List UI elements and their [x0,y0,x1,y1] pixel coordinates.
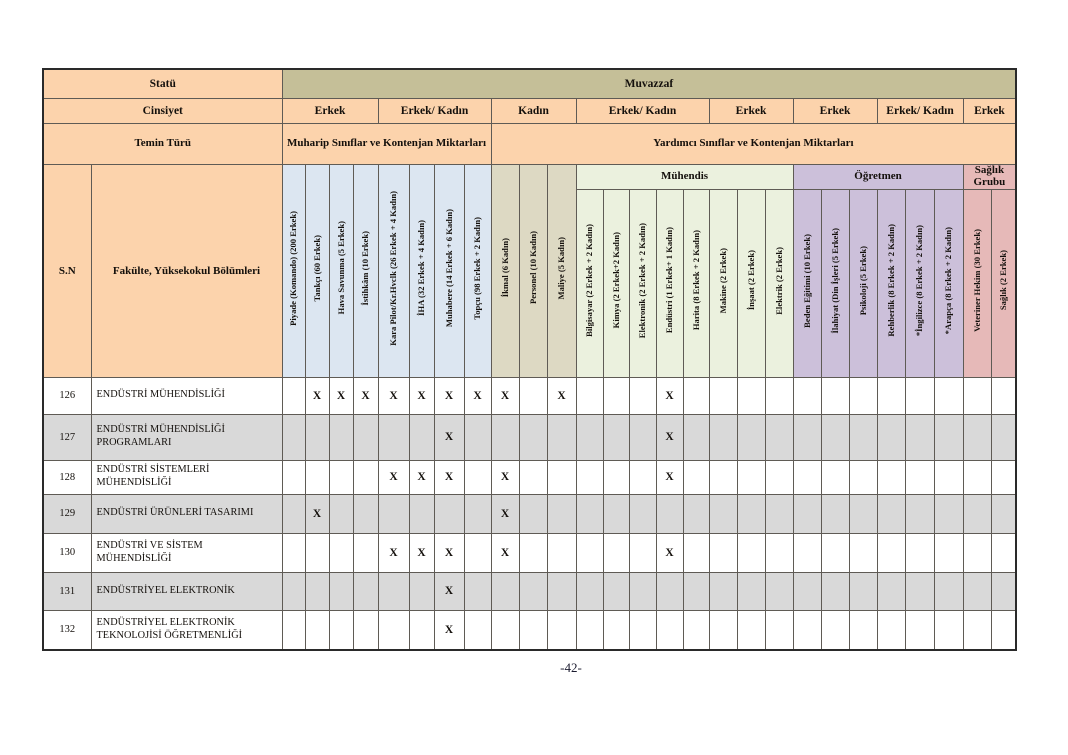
empty-cell [353,414,378,460]
empty-cell [709,533,737,572]
empty-cell [629,460,656,494]
empty-cell [603,377,629,414]
temin-turu-label: Temin Türü [43,123,282,164]
empty-cell [877,610,905,650]
empty-cell [464,533,491,572]
column-header-makine [709,189,737,377]
empty-cell [821,494,849,533]
row-department: ENDÜSTRİYEL ELEKTRONİK TEKNOLOJİSİ ÖĞRETMENLİĞİ [91,610,282,650]
fakulte-header: Fakülte, Yüksekokul Bölümleri [91,164,282,377]
empty-cell [519,414,547,460]
empty-cell [519,610,547,650]
empty-cell [353,533,378,572]
empty-cell [765,377,793,414]
empty-cell [934,460,963,494]
column-header-label: Kimya (2 Erkek+2 Kadın) [610,232,621,329]
empty-cell [603,533,629,572]
empty-cell [905,533,934,572]
sn-header: S.N [43,164,91,377]
table-row [43,533,1016,572]
mark-cell: X [305,494,329,533]
column-header-kara_pilot [378,164,409,377]
empty-cell [849,572,877,610]
mark-cell: X [434,460,464,494]
empty-cell [519,460,547,494]
empty-cell [329,494,353,533]
column-header-kimya [603,189,629,377]
cinsiyet-label: Cinsiyet [43,98,282,123]
empty-cell [934,533,963,572]
empty-cell [963,460,991,494]
empty-cell [877,414,905,460]
empty-cell [378,572,409,610]
row-sn: 130 [43,533,91,572]
column-header-piyade [282,164,305,377]
column-header-label: Makine (2 Erkek) [717,247,728,314]
empty-cell [629,610,656,650]
empty-cell [519,572,547,610]
column-header-label: *İngilizce (8 Erkek + 2 Kadın) [914,224,925,337]
column-header-beden_egitimi [793,189,821,377]
column-header-harita [683,189,709,377]
empty-cell [576,414,603,460]
empty-cell [821,572,849,610]
empty-cell [353,572,378,610]
table-row [43,460,1016,494]
column-header-muhabere [434,164,464,377]
empty-cell [709,494,737,533]
empty-cell [576,460,603,494]
column-header-label: Beden Eğitimi (10 Erkek) [801,233,812,328]
column-header-label: Elektronik (2 Erkek + 2 Kadın) [637,222,648,339]
column-header-hava_savunma [329,164,353,377]
column-header-topcu [464,164,491,377]
mark-cell: X [491,533,519,572]
table-row [43,123,1016,164]
empty-cell [329,610,353,650]
empty-cell [464,572,491,610]
column-header-insaat [737,189,765,377]
column-header-label: Endüstri (1 Erkek+ 1 Kadın) [664,227,675,334]
empty-cell [737,460,765,494]
empty-cell [491,572,519,610]
column-header-label: İlahiyat (Din İşleri (5 Erkek) [829,227,840,334]
gender-cell: Kadın [491,98,576,123]
empty-cell [991,533,1016,572]
empty-cell [737,377,765,414]
empty-cell [464,610,491,650]
empty-cell [963,610,991,650]
empty-cell [409,494,434,533]
empty-cell [434,494,464,533]
empty-cell [877,494,905,533]
empty-cell [849,494,877,533]
empty-cell [991,377,1016,414]
empty-cell [378,494,409,533]
empty-cell [409,572,434,610]
empty-cell [793,572,821,610]
empty-cell [519,377,547,414]
empty-cell [683,377,709,414]
empty-cell [963,494,991,533]
empty-cell [934,494,963,533]
empty-cell [629,414,656,460]
empty-cell [737,572,765,610]
empty-cell [821,414,849,460]
empty-cell [934,610,963,650]
column-header-label: Rehberlik (8 Erkek + 2 Kadın) [885,224,896,337]
empty-cell [491,610,519,650]
empty-cell [305,572,329,610]
mark-cell: X [378,377,409,414]
empty-cell [821,610,849,650]
row-department: ENDÜSTRİYEL ELEKTRONİK [91,572,282,610]
empty-cell [905,610,934,650]
empty-cell [849,533,877,572]
mark-cell: X [434,533,464,572]
empty-cell [282,494,305,533]
mark-cell: X [378,460,409,494]
mark-cell: X [547,377,576,414]
empty-cell [765,533,793,572]
empty-cell [378,414,409,460]
empty-cell [849,414,877,460]
column-header-label: İstihkâm (10 Erkek) [360,230,371,306]
column-header-bilgisayar [576,189,603,377]
empty-cell [905,460,934,494]
column-header-arapca [934,189,963,377]
empty-cell [305,533,329,572]
column-header-label: İkmal (6 Kadın) [499,238,510,298]
empty-cell [963,377,991,414]
column-header-label: Maliye (5 Kadın) [556,236,567,300]
mark-cell: X [656,460,683,494]
column-header-label: Veteriner Hekim (30 Erkek) [971,229,982,332]
gender-cell: Erkek [282,98,378,123]
empty-cell [991,460,1016,494]
column-header-label: Bilgisayar (2 Erkek + 2 Kadın) [584,224,595,337]
empty-cell [793,377,821,414]
column-header-tankci [305,164,329,377]
empty-cell [793,533,821,572]
empty-cell [849,460,877,494]
empty-cell [409,414,434,460]
class-group-cell: Muharip Sınıflar ve Kontenjan Miktarları [282,123,491,164]
empty-cell [765,494,793,533]
table-row [43,98,1016,123]
row-sn: 126 [43,377,91,414]
table-row [43,610,1016,650]
empty-cell [877,572,905,610]
empty-cell [793,414,821,460]
empty-cell [765,414,793,460]
empty-cell [683,572,709,610]
column-header-label: Muhabere (14 Erkek + 6 Kadın) [443,208,454,328]
empty-cell [576,494,603,533]
empty-cell [656,610,683,650]
empty-cell [709,377,737,414]
empty-cell [991,414,1016,460]
empty-cell [353,610,378,650]
empty-cell [576,377,603,414]
row-sn: 129 [43,494,91,533]
gender-cell: Erkek/ Kadın [877,98,963,123]
mark-cell: X [409,377,434,414]
row-department: ENDÜSTRİ SİSTEMLERİ MÜHENDİSLİĞİ [91,460,282,494]
mark-cell: X [434,414,464,460]
page-number: -42- [560,660,582,675]
gender-cell: Erkek/ Kadın [576,98,709,123]
column-header-istihkam [353,164,378,377]
row-sn: 132 [43,610,91,650]
statu-label: Statü [43,69,282,98]
empty-cell [464,494,491,533]
empty-cell [629,377,656,414]
empty-cell [963,533,991,572]
empty-cell [464,460,491,494]
empty-cell [683,533,709,572]
mark-cell: X [491,460,519,494]
empty-cell [305,414,329,460]
mark-cell: X [353,377,378,414]
mark-cell: X [656,414,683,460]
column-header-label: Psikoloji (5 Erkek) [857,245,868,316]
row-sn: 131 [43,572,91,610]
empty-cell [576,572,603,610]
row-sn: 127 [43,414,91,460]
empty-cell [765,610,793,650]
column-header-endustri [656,189,683,377]
empty-cell [765,460,793,494]
table-row [43,572,1016,610]
empty-cell [877,533,905,572]
column-header-veteriner_hekim [963,189,991,377]
table-row [43,69,1016,98]
column-header-label: Harita (8 Erkek + 2 Kadın) [690,230,701,331]
column-header-ingilizce [905,189,934,377]
empty-cell [656,572,683,610]
empty-cell [576,610,603,650]
empty-cell [905,414,934,460]
empty-cell [737,494,765,533]
empty-cell [409,610,434,650]
empty-cell [905,377,934,414]
gender-cell: Erkek [709,98,793,123]
empty-cell [849,377,877,414]
empty-cell [603,460,629,494]
empty-cell [793,494,821,533]
empty-cell [305,610,329,650]
empty-cell [547,414,576,460]
row-department: ENDÜSTRİ MÜHENDİSLİĞİ [91,377,282,414]
mark-cell: X [491,377,519,414]
column-header-maliye [547,164,576,377]
column-header-saglik [991,189,1016,377]
empty-cell [821,460,849,494]
empty-cell [934,572,963,610]
column-header-label: Elektrik (2 Erkek) [773,246,784,315]
table-row [43,377,1016,414]
column-header-label: Hava Savunma (5 Erkek) [335,221,346,315]
mark-cell: X [378,533,409,572]
empty-cell [963,414,991,460]
empty-cell [765,572,793,610]
empty-cell [547,494,576,533]
empty-cell [282,533,305,572]
column-header-ikmal [491,164,519,377]
column-header-personel [519,164,547,377]
gender-cell: Erkek [963,98,1016,123]
empty-cell [683,610,709,650]
column-header-label: *Arapça (8 Erkek + 2 Kadın) [943,226,954,335]
empty-cell [963,572,991,610]
column-header-label: Topçu (98 Erkek + 2 Kadın) [472,216,483,320]
table-row [43,414,1016,460]
empty-cell [629,533,656,572]
column-header-label: Piyade (Komando) (200 Erkek) [288,210,299,326]
group-header-muhendis: Mühendis [576,164,793,189]
empty-cell [683,494,709,533]
column-header-label: Sağlık (2 Erkek) [998,250,1009,311]
empty-cell [737,533,765,572]
empty-cell [282,572,305,610]
empty-cell [329,460,353,494]
mark-cell: X [464,377,491,414]
empty-cell [991,572,1016,610]
empty-cell [905,494,934,533]
column-header-elektrik [765,189,793,377]
empty-cell [709,460,737,494]
empty-cell [849,610,877,650]
empty-cell [547,610,576,650]
empty-cell [656,494,683,533]
empty-cell [709,414,737,460]
mark-cell: X [329,377,353,414]
class-group-cell: Yardımcı Sınıflar ve Kontenjan Miktarları [491,123,1016,164]
empty-cell [821,533,849,572]
empty-cell [737,610,765,650]
group-header-ogretmen: Öğretmen [793,164,963,189]
empty-cell [491,414,519,460]
empty-cell [877,377,905,414]
empty-cell [576,533,603,572]
empty-cell [629,494,656,533]
gender-cell: Erkek [793,98,877,123]
empty-cell [683,460,709,494]
empty-cell [709,572,737,610]
gender-cell: Erkek/ Kadın [378,98,491,123]
mark-cell: X [305,377,329,414]
empty-cell [737,414,765,460]
empty-cell [877,460,905,494]
mark-cell: X [434,377,464,414]
empty-cell [282,377,305,414]
row-department: ENDÜSTRİ MÜHENDİSLİĞİ PROGRAMLARI [91,414,282,460]
empty-cell [547,533,576,572]
empty-cell [282,414,305,460]
row-sn: 128 [43,460,91,494]
empty-cell [282,460,305,494]
mark-cell: X [656,377,683,414]
column-header-rehberlik [877,189,905,377]
temin-quota-table [42,68,1017,651]
column-header-label: Personel (10 Kadın) [527,231,538,305]
mark-cell: X [434,572,464,610]
empty-cell [519,494,547,533]
column-header-iha [409,164,434,377]
mark-cell: X [491,494,519,533]
empty-cell [547,572,576,610]
column-header-label: İHA (32 Erkek + 4 Kadın) [416,220,427,316]
mark-cell: X [409,533,434,572]
table-row [43,164,1016,189]
muvazzaf-cell: Muvazzaf [282,69,1016,98]
row-department: ENDÜSTRİ ÜRÜNLERİ TASARIMI [91,494,282,533]
empty-cell [353,460,378,494]
mark-cell: X [434,610,464,650]
empty-cell [603,610,629,650]
empty-cell [603,414,629,460]
group-header-saglik: Sağlık Grubu [963,164,1016,189]
empty-cell [629,572,656,610]
empty-cell [353,494,378,533]
empty-cell [821,377,849,414]
table-row [43,494,1016,533]
column-header-ilahiyat [821,189,849,377]
empty-cell [378,610,409,650]
empty-cell [905,572,934,610]
empty-cell [329,572,353,610]
empty-cell [329,414,353,460]
empty-cell [709,610,737,650]
empty-cell [934,414,963,460]
empty-cell [603,494,629,533]
empty-cell [519,533,547,572]
empty-cell [329,533,353,572]
mark-cell: X [656,533,683,572]
empty-cell [793,610,821,650]
column-header-label: Kara Pilot/Kr.Hvclk (26 Erkek + 4 Kadın) [388,190,399,346]
column-header-elektronik [629,189,656,377]
empty-cell [934,377,963,414]
empty-cell [793,460,821,494]
empty-cell [305,460,329,494]
mark-cell: X [409,460,434,494]
empty-cell [683,414,709,460]
empty-cell [991,494,1016,533]
column-header-psikoloji [849,189,877,377]
empty-cell [547,460,576,494]
column-header-label: İnşaat (2 Erkek) [745,250,756,311]
empty-cell [603,572,629,610]
empty-cell [464,414,491,460]
empty-cell [282,610,305,650]
empty-cell [991,610,1016,650]
column-header-label: Tankçı (60 Erkek) [311,234,322,302]
row-department: ENDÜSTRİ VE SİSTEM MÜHENDİSLİĞİ [91,533,282,572]
